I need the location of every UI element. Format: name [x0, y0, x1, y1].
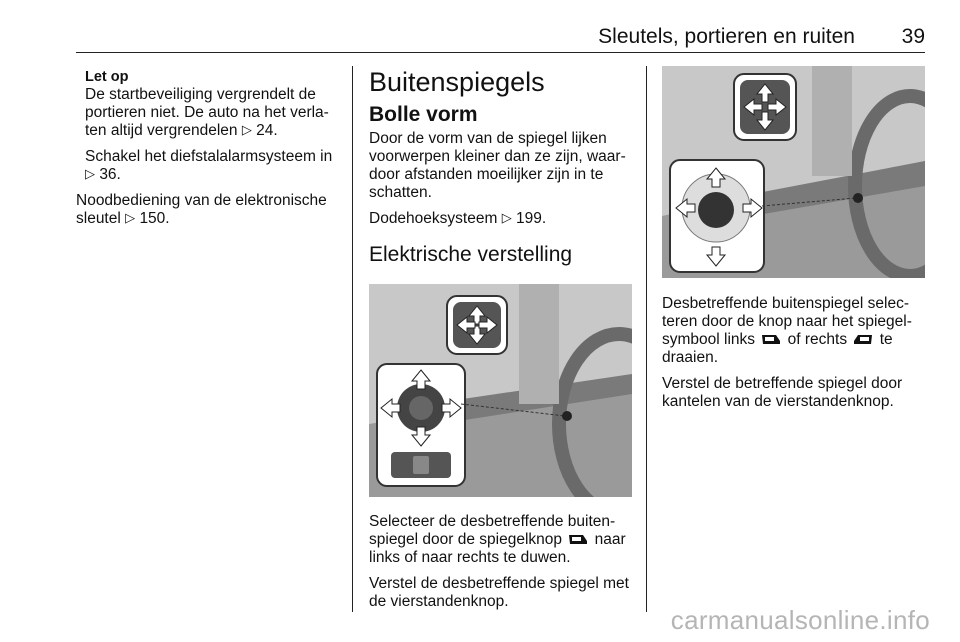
convex-paragraph: Door de vorm van de spiegel lijken voorwerpen kleiner dan ze zijn, waar-door afstanden moeilijker zijn in te schatten. [369, 130, 626, 201]
mirror-switch-figure-rotary [662, 66, 925, 278]
note-paragraph-2 [85, 148, 344, 184]
blind-spot-ref[interactable]: 199. [516, 210, 547, 227]
column-divider-2 [646, 66, 647, 612]
select-text-right-c: te draaien. [662, 331, 893, 366]
mirror-left-icon [568, 533, 588, 545]
select-paragraph-right [662, 295, 926, 367]
right-column [662, 295, 926, 419]
joystick-inset [377, 364, 465, 486]
blind-spot-paragraph [369, 210, 635, 228]
triangle-arrow-icon: ▷ [501, 210, 512, 225]
note-heading: Let op [85, 69, 129, 85]
triangle-arrow-icon: ▷ [85, 166, 95, 181]
note-box [76, 68, 344, 184]
mirror-switch-figure-joystick [369, 284, 632, 497]
triangle-arrow-icon: ▷ [241, 122, 252, 137]
section-title: Buitenspiegels [369, 67, 545, 97]
subsection-title: Bolle vorm [369, 103, 478, 126]
select-text-right-b: of rechts [787, 331, 848, 348]
note-text-1: De startbeveiliging vergrendelt de portieren niet. De auto na het verla-ten altijd vergrendelen [85, 86, 329, 139]
select-text-b: naar links of naar rechts te duwen. [369, 531, 626, 566]
blind-spot-text: Dodehoeksysteem [369, 210, 498, 227]
door-panel-rotary-illustration [662, 66, 925, 278]
emergency-ref[interactable]: 150. [139, 210, 170, 227]
note-text-2: Schakel het diefstalalarmsysteem in [85, 148, 333, 165]
adjust-title: Elektrische verstelling [369, 243, 573, 266]
page-number: 39 [901, 25, 925, 48]
page-header-title: Sleutels, portieren en ruiten [598, 25, 855, 48]
middle-column-lower [369, 513, 635, 619]
rotary-knob-inset [670, 160, 764, 272]
left-column [76, 68, 344, 236]
column-divider-1 [352, 66, 353, 612]
note-ref-2[interactable]: 36. [99, 166, 121, 183]
emergency-paragraph [76, 192, 344, 228]
triangle-arrow-icon: ▷ [125, 210, 136, 225]
header-rule [76, 52, 925, 53]
mirror-inset-top-right [734, 74, 796, 140]
mirror-right-icon [853, 333, 873, 345]
emergency-text: Noodbediening van de elektronische sleutel [76, 192, 327, 227]
mirror-inset-top [447, 296, 507, 354]
select-text-a: Selecteer de desbetreffende buiten-spiegel door de spiegelknop [369, 513, 616, 548]
note-paragraph-1 [85, 86, 344, 140]
select-paragraph-middle [369, 513, 635, 567]
middle-column [369, 66, 635, 280]
note-ref-1[interactable]: 24. [256, 122, 278, 139]
watermark: carmanualsonline.info [670, 605, 930, 635]
select-text-right-a: Desbetreffende buitenspiegel selec-teren door de knop naar het spiegel-symbool links [662, 295, 912, 348]
mirror-left-icon [761, 333, 781, 345]
adjust-paragraph-middle: Verstel de desbetreffende spiegel met de vierstandenknop. [369, 575, 629, 610]
adjust-paragraph-right: Verstel de betreffende spiegel door kantelen van de vierstandenknop. [662, 375, 903, 410]
door-panel-illustration [369, 284, 632, 497]
